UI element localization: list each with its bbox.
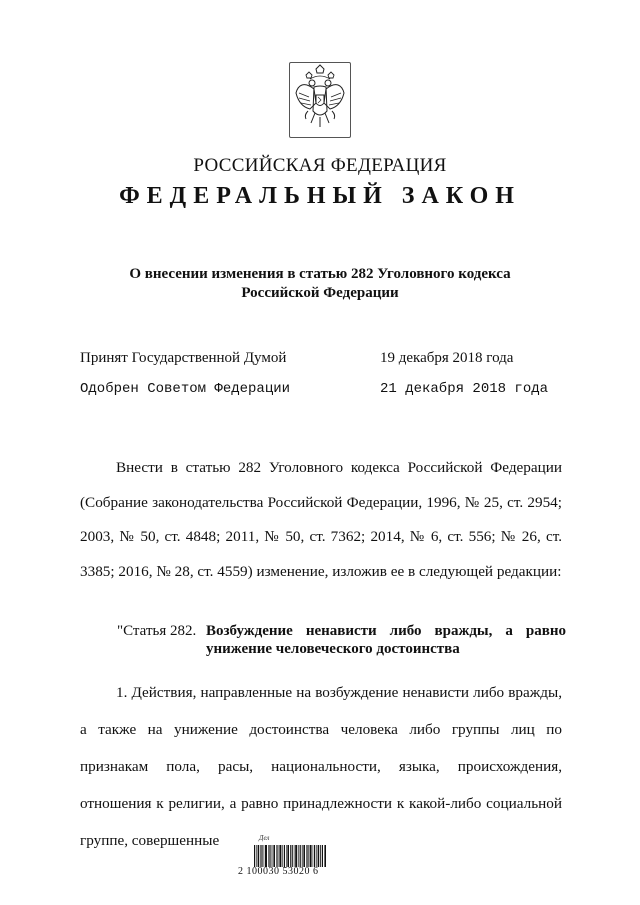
coat-of-arms-frame — [289, 62, 351, 138]
law-title-line-1: О внесении изменения в статью 282 Уголовного кодекса — [129, 266, 511, 282]
intro-paragraph: Внести в статью 282 Уголовного кодекса Российской Федерации (Собрание законодательства Российской Федерации, 1996, № 25, ст. 2954; 2003, № 50, ст. 4848; 2011, № 50, ст. 7362; 2014, № 6, ст. 556; № 26, ст. 3385; 2016, № 28, ст. 4559) изменение, изложив ее в следующей редакции: — [80, 459, 562, 580]
council-approval-label: Одобрен Советом Федерации — [80, 381, 291, 397]
law-title — [80, 265, 560, 303]
document-type: ФЕДЕРАЛЬНЫЙ ЗАКОН — [119, 183, 521, 209]
coat-of-arms-icon — [290, 63, 350, 137]
article-title: Возбуждение ненависти либо вражды, а равно унижение человеческого достоинства — [205, 623, 566, 657]
barcode-number: 2 100030 53020 6 — [238, 866, 319, 877]
registry-stamp: Дел — [259, 834, 270, 842]
barcode — [254, 845, 326, 867]
duma-adoption-label: Принят Государственной Думой — [80, 350, 287, 366]
article-heading — [117, 622, 566, 658]
duma-adoption-date: 19 декабря 2018 года — [380, 350, 514, 366]
article-paragraph-1: 1. Действия, направленные на возбуждение ненависти либо вражды, а также на унижение достоинства человека либо группы лиц по признакам пола, расы, национальности, языка, происхождения, отношения к религии, а равно принадлежности к какой-либо социальной группе, совершенные — [80, 684, 562, 849]
country-name: РОССИЙСКАЯ ФЕДЕРАЦИЯ — [193, 155, 447, 176]
council-approval-date: 21 декабря 2018 года — [380, 381, 549, 397]
law-title-line-2: Российской Федерации — [241, 285, 399, 301]
article-number: "Статья 282. — [117, 623, 197, 639]
